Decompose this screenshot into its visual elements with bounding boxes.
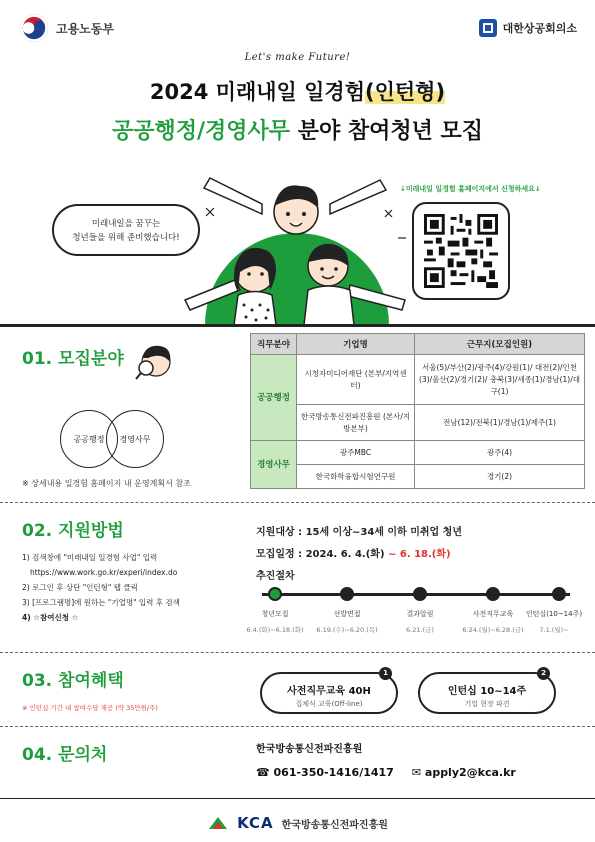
timeline-date: 6.24.(월)~6.28.(금)	[462, 626, 524, 634]
benefit-card-training	[260, 669, 398, 714]
apply-step: 4) ☆참여신청 ☆	[22, 613, 79, 622]
section1-label: 모집분야	[58, 349, 124, 369]
email-address: apply2@kca.kr	[424, 766, 516, 779]
timeline-date: 7.1.(월)~	[539, 626, 569, 634]
sub-title-rest: 분야 참여청년 모집	[290, 119, 484, 144]
apply-steps	[22, 550, 242, 625]
footer	[0, 804, 595, 842]
field-circles	[60, 410, 220, 470]
schedule-end: ~ 6. 18.(화)	[384, 549, 451, 560]
timeline-dot	[340, 587, 354, 601]
speech-bubble	[52, 204, 200, 256]
taeguk-icon	[18, 12, 50, 44]
phone-icon: ☎	[256, 766, 274, 779]
cell-company: 한국화학융합시험연구원	[297, 465, 415, 489]
cell-company: 시청자미디어재단 (본부/지역센터)	[297, 355, 415, 405]
footer-divider	[0, 798, 595, 799]
benefit-sub: 집체식 교육(Off-line)	[295, 700, 363, 708]
section2-title	[22, 516, 124, 541]
section1-note: ※ 상세내용 일경험 홈페이지 내 운영계획서 참조	[22, 479, 191, 488]
qr-code-icon	[424, 214, 498, 288]
timeline-date: 6.19.(수)~6.20.(목)	[316, 626, 378, 634]
magnifier-person-icon	[132, 340, 176, 384]
schedule-start: 모집일정 : 2024. 6. 4.(화)	[256, 549, 385, 560]
section4-number: 04.	[22, 745, 53, 765]
cell-company: 한국방송통신전파진흥원 (본사/지방본부)	[297, 405, 415, 441]
timeline-date: 6.21.(금)	[406, 626, 434, 634]
cell-field: 공공행정	[251, 355, 297, 441]
cell-field: 경영사무	[251, 441, 297, 489]
section-divider	[0, 726, 595, 727]
hero-illustration	[0, 160, 595, 325]
col-field: 직무분야	[251, 334, 297, 355]
mail-icon: ✉	[411, 766, 425, 779]
timeline-date: 6.4.(화)~6.18.(화)	[246, 626, 304, 634]
benefit-badge: 1	[379, 667, 392, 680]
section2-label: 지원방법	[58, 521, 124, 541]
timeline-label: 선발면접	[333, 610, 361, 618]
process-title: 추진절차	[256, 571, 295, 582]
hero-divider	[0, 324, 595, 327]
apply-step: 1) 검색창에 "미래내일 일경험 사업" 입력	[22, 553, 158, 562]
benefit-sub: 기업 현장 파견	[464, 700, 510, 708]
section-divider	[0, 502, 595, 503]
timeline-dot	[268, 587, 282, 601]
circle-management: 경영사무	[106, 410, 164, 468]
slogan: Let's make Future!	[244, 52, 351, 63]
qr-code[interactable]	[412, 202, 510, 300]
col-location: 근무지(모집인원)	[415, 334, 585, 355]
section3-note: ※ 인턴십 기간 내 참여수당 제공 (약 35만원/주)	[22, 704, 158, 712]
apply-info	[256, 522, 462, 588]
main-title-prefix: 2024 미래내일 일경험	[149, 80, 365, 104]
moel-name: 고용노동부	[56, 21, 114, 36]
sub-title	[0, 114, 595, 145]
main-title-highlight: (인턴형)	[365, 80, 446, 104]
kcci-logo	[478, 18, 577, 38]
section-divider	[0, 652, 595, 653]
section3-number: 03.	[22, 671, 53, 691]
benefit-card-internship	[418, 669, 556, 714]
section3-title	[22, 666, 124, 691]
kca-name: 한국방송통신전파진흥원	[281, 819, 388, 831]
circle-public-admin: 공공행정	[60, 410, 118, 468]
process-timeline	[246, 586, 583, 646]
contact-org: 한국방송통신전파진흥원	[256, 744, 363, 755]
apply-step: 3) [프로그램명]에 원하는 "기업명" 입력 후 검색	[22, 598, 180, 607]
benefit-badge: 2	[537, 667, 550, 680]
timeline-dot	[413, 587, 427, 601]
section1-number: 01.	[22, 349, 53, 369]
cell-location: 광주(4)	[415, 441, 585, 465]
timeline-label: 사전직무교육	[472, 610, 514, 618]
kca-emblem-icon	[207, 815, 229, 831]
table-row	[251, 405, 585, 441]
section2-number: 02.	[22, 521, 53, 541]
moel-logo	[18, 12, 114, 44]
apply-url-link[interactable]: https://www.work.go.kr/experi/index.do	[30, 568, 178, 577]
timeline-dot	[552, 587, 566, 601]
contact-info	[256, 766, 516, 779]
timeline-dot	[486, 587, 500, 601]
schedule-text	[256, 544, 462, 566]
jobs-table	[250, 333, 585, 489]
table-row	[251, 441, 585, 465]
bubble-line1: 미래내일을 꿈꾸는	[91, 219, 161, 229]
cell-location: 서울(5)/부산(2)/광주(4)/강원(1)/ 대전(2)/인천(3)/울산(2)/경기(2)/ 충북(3)/세종(1)/경남(1)/대구(1)	[415, 355, 585, 405]
benefit-title: 인턴십 10~14주	[447, 686, 527, 697]
apply-step: 2) 로그인 후 상단 "인턴형" 탭 클릭	[22, 583, 138, 592]
timeline-label: 인턴십(10~14주)	[525, 610, 583, 618]
table-row	[251, 465, 585, 489]
cell-location: 전남(12)/전북(1)/경남(1)/제주(1)	[415, 405, 585, 441]
cell-location: 경기(2)	[415, 465, 585, 489]
bubble-line2: 청년들을 위해 준비했습니다!	[72, 233, 180, 243]
section4-label: 문의처	[58, 745, 108, 765]
col-company: 기업명	[297, 334, 415, 355]
section3-label: 참여혜택	[58, 671, 124, 691]
phone-number: 061-350-1416/1417	[273, 766, 394, 779]
main-title	[0, 76, 595, 106]
cell-company: 광주MBC	[297, 441, 415, 465]
target-text: 지원대상 : 15세 이상~34세 이하 미취업 청년	[256, 527, 462, 538]
contact-email[interactable]	[412, 766, 516, 779]
qr-note: ↓미래내일 일경험 홈페이지에서 신청하세요↓	[400, 185, 541, 193]
kca-logo: KCA	[237, 814, 274, 832]
table-row	[251, 355, 585, 405]
section4-title	[22, 740, 107, 765]
sub-title-green: 공공행정/경영사무	[111, 119, 291, 144]
contact-phone[interactable]	[256, 766, 394, 779]
kcci-name: 대한상공회의소	[502, 22, 577, 35]
table-header-row	[251, 334, 585, 355]
section1-title	[22, 344, 124, 369]
timeline-label: 결과알림	[406, 610, 434, 618]
benefit-title: 사전직무교육 40H	[287, 686, 371, 697]
kcci-icon	[478, 18, 498, 38]
timeline-label: 청년모집	[261, 610, 289, 618]
